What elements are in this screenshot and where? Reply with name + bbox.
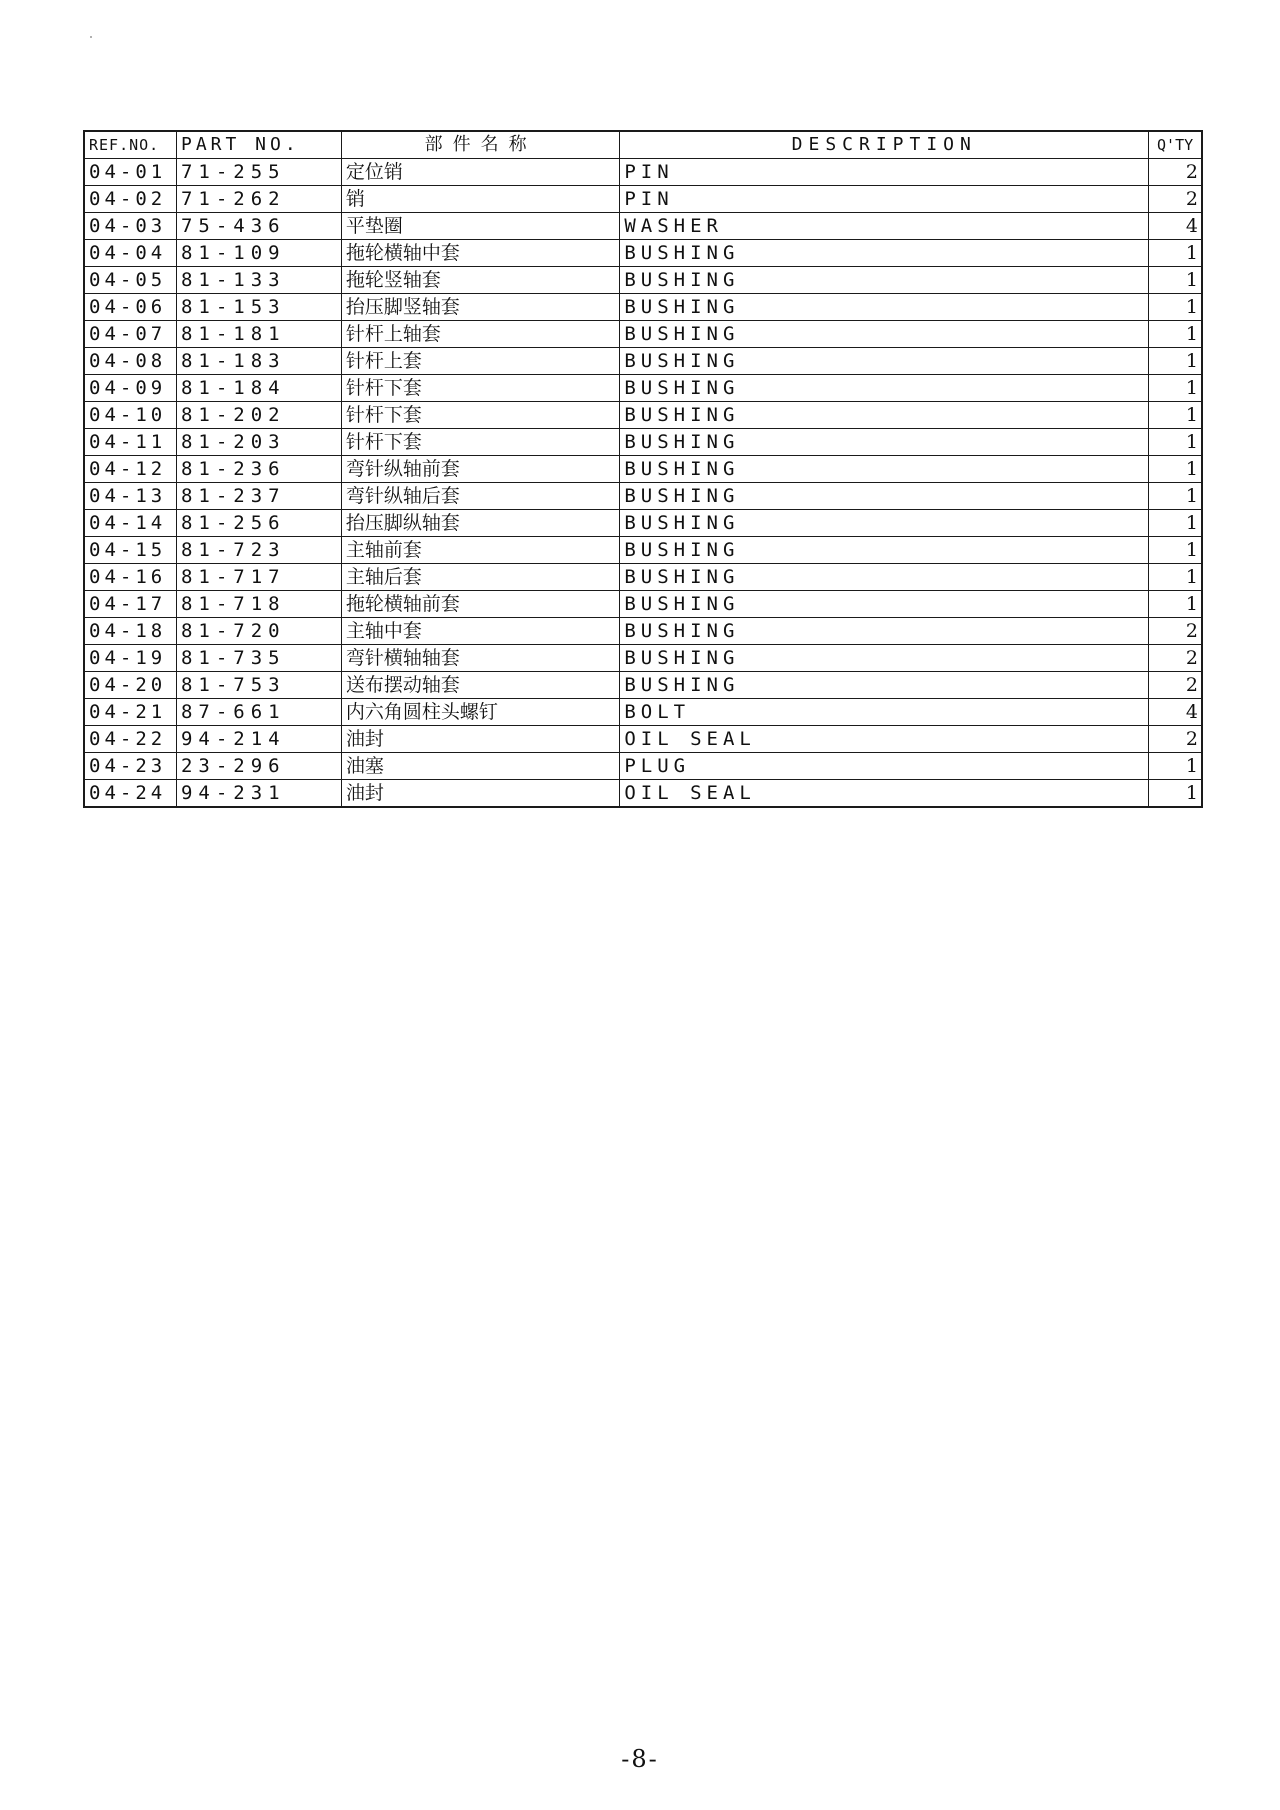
qty-cell: 1: [1149, 375, 1202, 402]
part-no-cell: 81-202: [176, 402, 341, 429]
qty-cell: 1: [1149, 429, 1202, 456]
ref-no-cell: 04-10: [84, 402, 176, 429]
part-name-cell: 抬压脚纵轴套: [341, 510, 619, 537]
table-row: [84, 186, 1202, 213]
parts-table: [83, 130, 1203, 808]
ref-no-cell: 04-09: [84, 375, 176, 402]
table-row: [84, 429, 1202, 456]
part-no-cell: 81-109: [176, 240, 341, 267]
part-name-cell: 销: [341, 186, 619, 213]
ref-no-cell: 04-23: [84, 753, 176, 780]
qty-cell: 1: [1149, 753, 1202, 780]
table-row: [84, 618, 1202, 645]
part-name-cell: 主轴前套: [341, 537, 619, 564]
qty-cell: 1: [1149, 456, 1202, 483]
description-cell: BUSHING: [620, 402, 1149, 429]
table-row: [84, 510, 1202, 537]
ref-no-cell: 04-13: [84, 483, 176, 510]
qty-cell: 2: [1149, 645, 1202, 672]
part-name-cell: 油塞: [341, 753, 619, 780]
qty-cell: 1: [1149, 591, 1202, 618]
qty-cell: 1: [1149, 321, 1202, 348]
part-no-cell: 81-717: [176, 564, 341, 591]
part-name-cell: 弯针纵轴前套: [341, 456, 619, 483]
ref-no-cell: 04-16: [84, 564, 176, 591]
part-no-cell: 71-262: [176, 186, 341, 213]
header-part-no: PART NO.: [176, 131, 341, 159]
ref-no-cell: 04-08: [84, 348, 176, 375]
part-no-cell: 81-203: [176, 429, 341, 456]
ref-no-cell: 04-02: [84, 186, 176, 213]
table-row: [84, 240, 1202, 267]
description-cell: BUSHING: [620, 537, 1149, 564]
description-cell: BUSHING: [620, 483, 1149, 510]
part-name-cell: 送布摆动轴套: [341, 672, 619, 699]
ref-no-cell: 04-03: [84, 213, 176, 240]
qty-cell: 1: [1149, 267, 1202, 294]
part-no-cell: 71-255: [176, 159, 341, 186]
description-cell: OIL SEAL: [620, 780, 1149, 808]
description-cell: WASHER: [620, 213, 1149, 240]
part-no-cell: 94-231: [176, 780, 341, 808]
qty-cell: 2: [1149, 186, 1202, 213]
part-no-cell: 81-723: [176, 537, 341, 564]
part-no-cell: 81-153: [176, 294, 341, 321]
ref-no-cell: 04-22: [84, 726, 176, 753]
table-row: [84, 267, 1202, 294]
ref-no-cell: 04-15: [84, 537, 176, 564]
qty-cell: 4: [1149, 699, 1202, 726]
ref-no-cell: 04-17: [84, 591, 176, 618]
part-no-cell: 81-735: [176, 645, 341, 672]
table-row: [84, 159, 1202, 186]
part-name-cell: 定位销: [341, 159, 619, 186]
header-row: [84, 131, 1202, 159]
qty-cell: 4: [1149, 213, 1202, 240]
table-row: [84, 537, 1202, 564]
description-cell: BUSHING: [620, 564, 1149, 591]
ref-no-cell: 04-21: [84, 699, 176, 726]
part-no-cell: 81-718: [176, 591, 341, 618]
part-no-cell: 81-133: [176, 267, 341, 294]
part-no-cell: 87-661: [176, 699, 341, 726]
description-cell: BUSHING: [620, 672, 1149, 699]
table-row: [84, 483, 1202, 510]
description-cell: BOLT: [620, 699, 1149, 726]
ref-no-cell: 04-18: [84, 618, 176, 645]
table-row: [84, 645, 1202, 672]
part-name-cell: 弯针纵轴后套: [341, 483, 619, 510]
qty-cell: 2: [1149, 726, 1202, 753]
part-name-cell: 拖轮竖轴套: [341, 267, 619, 294]
part-no-cell: 81-236: [176, 456, 341, 483]
part-name-cell: 拖轮横轴中套: [341, 240, 619, 267]
part-no-cell: 81-184: [176, 375, 341, 402]
qty-cell: 1: [1149, 483, 1202, 510]
qty-cell: 1: [1149, 294, 1202, 321]
part-no-cell: 81-720: [176, 618, 341, 645]
qty-cell: 2: [1149, 672, 1202, 699]
part-name-cell: 抬压脚竖轴套: [341, 294, 619, 321]
ref-no-cell: 04-24: [84, 780, 176, 808]
header-description: DESCRIPTION: [620, 131, 1149, 159]
ref-no-cell: 04-07: [84, 321, 176, 348]
qty-cell: 1: [1149, 537, 1202, 564]
part-name-cell: 油封: [341, 726, 619, 753]
table-row: [84, 375, 1202, 402]
part-no-cell: 81-183: [176, 348, 341, 375]
part-name-cell: 针杆上套: [341, 348, 619, 375]
table-row: [84, 699, 1202, 726]
description-cell: BUSHING: [620, 645, 1149, 672]
description-cell: BUSHING: [620, 321, 1149, 348]
table-row: [84, 456, 1202, 483]
description-cell: BUSHING: [620, 267, 1149, 294]
description-cell: BUSHING: [620, 591, 1149, 618]
part-name-cell: 针杆下套: [341, 402, 619, 429]
parts-table-header: [84, 131, 1202, 159]
description-cell: BUSHING: [620, 618, 1149, 645]
header-qty: Q'TY: [1149, 131, 1202, 159]
table-row: [84, 402, 1202, 429]
table-row: [84, 753, 1202, 780]
part-name-cell: 弯针横轴轴套: [341, 645, 619, 672]
ref-no-cell: 04-19: [84, 645, 176, 672]
table-row: [84, 780, 1202, 808]
table-row: [84, 294, 1202, 321]
scan-speck: [90, 36, 92, 38]
header-part-name: 部件名称: [341, 131, 619, 159]
part-name-cell: 油封: [341, 780, 619, 808]
part-name-cell: 针杆下套: [341, 375, 619, 402]
ref-no-cell: 04-12: [84, 456, 176, 483]
ref-no-cell: 04-01: [84, 159, 176, 186]
table-row: [84, 564, 1202, 591]
qty-cell: 1: [1149, 564, 1202, 591]
header-ref-no: REF.NO.: [84, 131, 176, 159]
table-row: [84, 591, 1202, 618]
qty-cell: 1: [1149, 780, 1202, 808]
description-cell: PLUG: [620, 753, 1149, 780]
qty-cell: 1: [1149, 402, 1202, 429]
table-row: [84, 321, 1202, 348]
parts-table-body: [84, 159, 1202, 808]
part-no-cell: 23-296: [176, 753, 341, 780]
part-no-cell: 81-753: [176, 672, 341, 699]
table-row: [84, 672, 1202, 699]
part-name-cell: 主轴中套: [341, 618, 619, 645]
part-name-cell: 内六角圆柱头螺钉: [341, 699, 619, 726]
ref-no-cell: 04-06: [84, 294, 176, 321]
qty-cell: 1: [1149, 240, 1202, 267]
ref-no-cell: 04-14: [84, 510, 176, 537]
description-cell: BUSHING: [620, 456, 1149, 483]
part-no-cell: 81-181: [176, 321, 341, 348]
description-cell: BUSHING: [620, 294, 1149, 321]
part-name-cell: 拖轮横轴前套: [341, 591, 619, 618]
part-name-cell: 平垫圈: [341, 213, 619, 240]
qty-cell: 2: [1149, 618, 1202, 645]
description-cell: BUSHING: [620, 510, 1149, 537]
table-row: [84, 726, 1202, 753]
description-cell: BUSHING: [620, 429, 1149, 456]
ref-no-cell: 04-04: [84, 240, 176, 267]
ref-no-cell: 04-11: [84, 429, 176, 456]
ref-no-cell: 04-05: [84, 267, 176, 294]
part-no-cell: 81-237: [176, 483, 341, 510]
table-row: [84, 348, 1202, 375]
part-no-cell: 75-436: [176, 213, 341, 240]
table-row: [84, 213, 1202, 240]
description-cell: BUSHING: [620, 375, 1149, 402]
qty-cell: 2: [1149, 159, 1202, 186]
part-no-cell: 81-256: [176, 510, 341, 537]
qty-cell: 1: [1149, 510, 1202, 537]
part-no-cell: 94-214: [176, 726, 341, 753]
ref-no-cell: 04-20: [84, 672, 176, 699]
part-name-cell: 主轴后套: [341, 564, 619, 591]
description-cell: PIN: [620, 159, 1149, 186]
part-name-cell: 针杆上轴套: [341, 321, 619, 348]
part-name-cell: 针杆下套: [341, 429, 619, 456]
description-cell: PIN: [620, 186, 1149, 213]
description-cell: BUSHING: [620, 348, 1149, 375]
page-number: -8-: [621, 1745, 659, 1773]
description-cell: OIL SEAL: [620, 726, 1149, 753]
description-cell: BUSHING: [620, 240, 1149, 267]
qty-cell: 1: [1149, 348, 1202, 375]
